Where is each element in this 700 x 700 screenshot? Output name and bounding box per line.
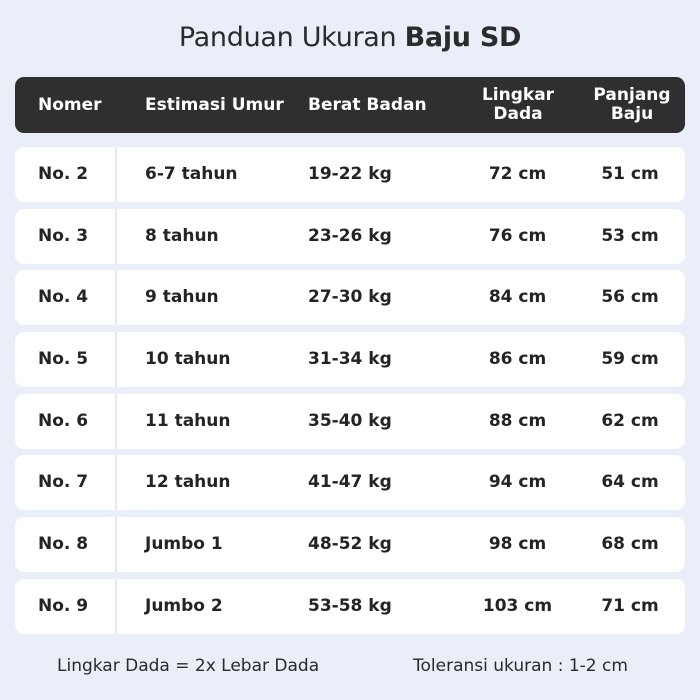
cell-estimasi-umur: 6-7 tahun (145, 164, 238, 184)
cell-panjang-baju: 71 cm (601, 595, 659, 616)
table-row (15, 455, 685, 510)
page-title (0, 22, 700, 53)
cell-nomer: No. 3 (38, 225, 89, 246)
cell-panjang-baju: 68 cm (601, 534, 659, 555)
header-lingkar-dada: Lingkar Dada (481, 85, 555, 124)
cell-nomer: No. 5 (38, 349, 89, 370)
cell-berat-badan: 41-47 kg (308, 472, 392, 493)
table-row (15, 270, 685, 325)
table-row (15, 209, 685, 264)
table-row (15, 579, 685, 634)
cell-nomer: No. 9 (38, 595, 89, 616)
cell-lingkar-dada: 76 cm (488, 225, 547, 246)
cell-panjang-baju: 53 cm (601, 225, 659, 246)
cell-berat-badan: 23-26 kg (308, 225, 392, 246)
cell-lingkar-dada: 98 cm (488, 534, 547, 555)
header-nomer: Nomer (38, 94, 102, 115)
title-bold: Baju SD (404, 22, 522, 53)
cell-nomer: No. 4 (38, 287, 89, 308)
footer-note-tolerance: Toleransi ukuran : 1-2 cm (413, 656, 628, 676)
cell-estimasi-umur: 9 tahun (145, 287, 219, 308)
cell-nomer: No. 8 (38, 534, 89, 555)
cell-panjang-baju: 56 cm (601, 287, 659, 308)
cell-nomer: No. 7 (38, 472, 89, 493)
cell-nomer: No. 2 (38, 164, 89, 184)
cell-berat-badan: 48-52 kg (308, 534, 392, 555)
cell-lingkar-dada: 72 cm (488, 164, 547, 184)
cell-estimasi-umur: 10 tahun (145, 349, 231, 370)
table-body (15, 147, 685, 641)
table-header (15, 77, 685, 133)
table-row (15, 517, 685, 572)
table-row (15, 394, 685, 449)
cell-panjang-baju: 62 cm (601, 410, 659, 431)
cell-estimasi-umur: Jumbo 1 (145, 534, 223, 555)
cell-estimasi-umur: 8 tahun (145, 225, 219, 246)
cell-panjang-baju: 59 cm (601, 349, 659, 370)
table-row (15, 147, 685, 202)
cell-panjang-baju: 64 cm (601, 472, 659, 493)
cell-lingkar-dada: 84 cm (488, 287, 547, 308)
footer-note-chest: Lingkar Dada = 2x Lebar Dada (57, 656, 320, 676)
header-panjang-baju: Panjang Baju (593, 85, 671, 124)
title-normal: Panduan Ukuran (178, 22, 405, 53)
header-estimasi-umur: Estimasi Umur (145, 94, 284, 115)
cell-berat-badan: 19-22 kg (308, 164, 392, 184)
cell-panjang-baju: 51 cm (601, 164, 659, 184)
cell-berat-badan: 53-58 kg (308, 595, 392, 616)
cell-nomer: No. 6 (38, 410, 89, 431)
cell-berat-badan: 35-40 kg (308, 410, 392, 431)
cell-berat-badan: 31-34 kg (308, 349, 392, 370)
cell-lingkar-dada: 88 cm (488, 410, 547, 431)
cell-estimasi-umur: Jumbo 2 (145, 595, 223, 616)
cell-estimasi-umur: 12 tahun (145, 472, 231, 493)
header-berat-badan: Berat Badan (308, 94, 427, 115)
cell-berat-badan: 27-30 kg (308, 287, 392, 308)
cell-lingkar-dada: 103 cm (482, 595, 553, 616)
cell-lingkar-dada: 94 cm (488, 472, 547, 493)
table-row (15, 332, 685, 387)
cell-estimasi-umur: 11 tahun (145, 410, 231, 431)
cell-lingkar-dada: 86 cm (488, 349, 547, 370)
